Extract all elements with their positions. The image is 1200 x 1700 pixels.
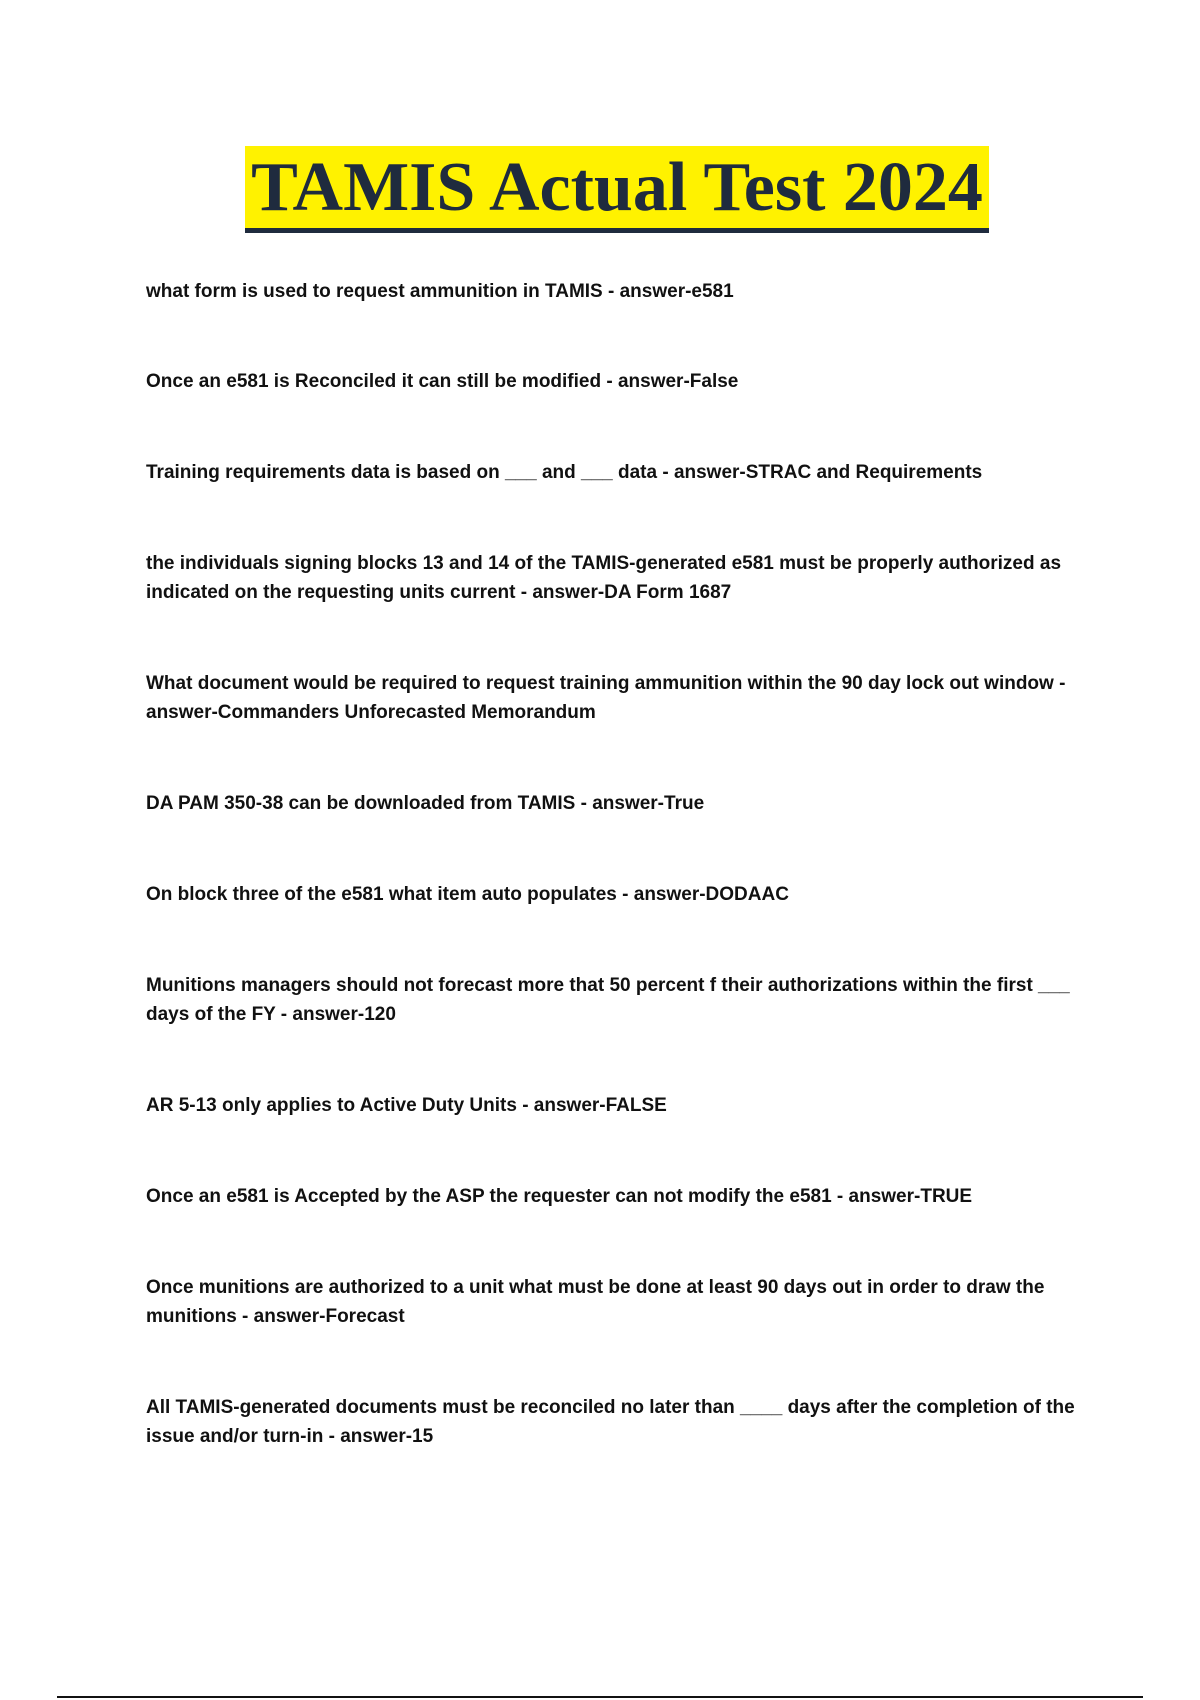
title-container xyxy=(0,146,1200,233)
question-text: Munitions managers should not forecast more that 50 percent f their authorizations within the first ___ days of the FY - answer-120 xyxy=(146,975,1070,1025)
question-item xyxy=(146,458,1096,487)
question-item xyxy=(146,1182,1096,1211)
question-text: Once an e581 is Reconciled it can still be modified - answer-False xyxy=(146,371,739,392)
question-text: DA PAM 350-38 can be downloaded from TAMIS - answer-True xyxy=(146,793,705,814)
question-item xyxy=(146,277,1096,306)
question-item xyxy=(146,971,1096,1029)
question-text: AR 5-13 only applies to Active Duty Units - answer-FALSE xyxy=(146,1095,667,1116)
question-item xyxy=(146,549,1096,607)
question-text: Training requirements data is based on ___ and ___ data - answer-STRAC and Requirements xyxy=(146,462,983,483)
question-item xyxy=(146,367,1096,396)
question-item xyxy=(146,789,1096,818)
question-item xyxy=(146,669,1096,727)
document-title: TAMIS Actual Test 2024 xyxy=(245,146,989,233)
question-text: On block three of the e581 what item auto populates - answer-DODAAC xyxy=(146,884,789,905)
question-text: What document would be required to request training ammunition within the 90 day lock out window - answer-Commanders Unforecasted Memorandum xyxy=(146,673,1066,723)
question-text: what form is used to request ammunition in TAMIS - answer-e581 xyxy=(146,281,734,302)
question-text: Once an e581 is Accepted by the ASP the requester can not modify the e581 - answer-TRUE xyxy=(146,1186,973,1207)
bottom-divider xyxy=(57,1696,1143,1698)
question-item xyxy=(146,1393,1096,1451)
question-item xyxy=(146,1273,1096,1331)
question-text: Once munitions are authorized to a unit what must be done at least 90 days out in order to draw the munitions - answer-Forecast xyxy=(146,1277,1045,1327)
question-text: All TAMIS-generated documents must be reconciled no later than ____ days after the completion of the issue and/or turn-in - answer-15 xyxy=(146,1397,1075,1447)
question-item xyxy=(146,1091,1096,1120)
question-item xyxy=(146,880,1096,909)
question-text: the individuals signing blocks 13 and 14 of the TAMIS-generated e581 must be properly authorized as indicated on the requesting units current - answer-DA Form 1687 xyxy=(146,553,1062,603)
